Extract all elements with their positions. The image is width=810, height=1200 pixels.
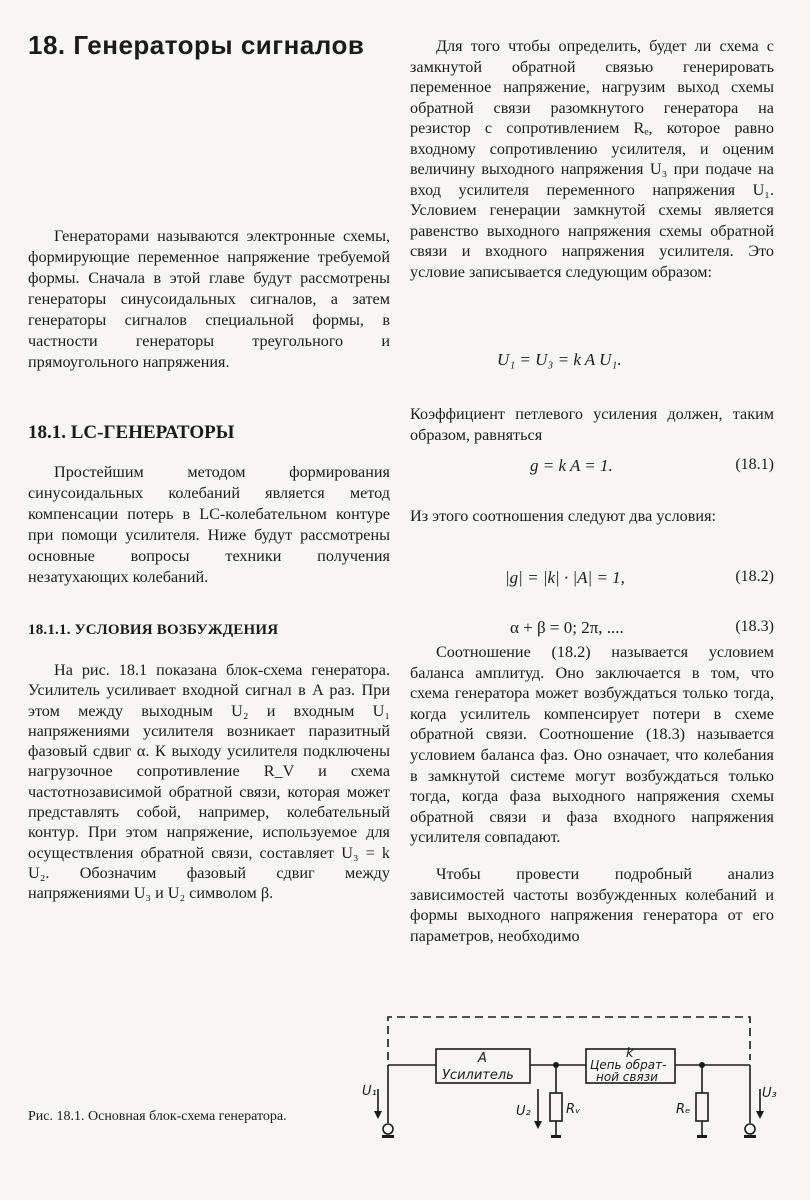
amp-label: Усилитель — [442, 1068, 514, 1083]
right-paragraph-1: Для того чтобы определить, будет ли схема с замкнутой обратной связью генерировать переменное напряжение, нагрузим выход схемы обратной связи разомкнутого генератора на резистор с сопротивлением Rₑ, которое равно входному сопротивлению усилителя, и оценим величину выходного напряжения U₃ при подаче на вход усилителя переменного напряжения U₁. Условием генерации замкнутой схемы является равенство выходного напряжения схемы обратной связи и входного напряжения усилителя. Это условие записывается следующим образом: — [410, 37, 774, 281]
right-paragraph-2: Соотношение (18.2) называется условием баланса амплитуд. Оно заключается в том, что схема генератора может возбуждаться только тогда, когда усилитель компенсирует потери в схеме обратной связи. Соотношение (18.3) называется условием баланса фаз. Оно означает, что колебания в замкнутой системе могут возбуждаться только тогда, когда фаза выходного напряжения схемы обратной связи и фаза входного напряжения усилителя совпадают. — [410, 643, 774, 847]
rv-label: Rᵥ — [566, 1102, 581, 1117]
ground-rv — [551, 1135, 561, 1138]
figure-caption: Рис. 18.1. Основная блок-схема генератора. — [28, 1109, 287, 1124]
block-diagram — [350, 1005, 780, 1155]
ground-re — [697, 1135, 707, 1138]
output-terminal — [745, 1124, 755, 1134]
fb-symbol: k — [626, 1046, 634, 1061]
re-resistor — [696, 1093, 708, 1121]
equation-18-1-number: (18.1) — [735, 456, 774, 473]
amp-symbol: A — [478, 1051, 487, 1066]
fb-label-line1: Цепь обрат- — [590, 1058, 667, 1072]
two-conditions-text: Из этого соотношения следуют два условия: — [410, 507, 717, 525]
u2-label: U₂ — [516, 1104, 531, 1119]
subsection-title: 18.1.1. УСЛОВИЯ ВОЗБУЖДЕНИЯ — [28, 622, 279, 638]
feedback-loop-line — [388, 1017, 750, 1060]
section-title: 18.1. LC-ГЕНЕРАТОРЫ — [28, 422, 235, 443]
equation-18-1-row — [410, 456, 774, 480]
u3-arrow-head — [756, 1111, 764, 1119]
intro-paragraph: Генераторами называются электронные схемы, формирующие переменное напряжение требуемой формы. Сначала в этой главе будут рассмотрены генераторы синусоидальных сигналов, а затем генераторы сигналов специальной формы, в частности генераторы треугольного и прямоугольного напряжения. — [28, 227, 390, 371]
u1-label: U₁ — [362, 1084, 377, 1099]
rv-resistor — [550, 1093, 562, 1121]
fb-label-line2: ной связи — [596, 1070, 658, 1084]
ground-left — [382, 1135, 394, 1138]
equation-18-2: |g| = |k| · |A| = 1, — [505, 568, 625, 587]
chapter-title: 18. Генераторы сигналов — [28, 30, 365, 60]
ground-right — [744, 1135, 756, 1138]
loop-gain-text: Коэффициент петлевого усиления должен, таким образом, равняться — [410, 405, 774, 444]
equation-18-2-number: (18.2) — [735, 568, 774, 585]
re-label: Rₑ — [676, 1102, 691, 1117]
equation-18-1: g = k A = 1. — [530, 456, 613, 475]
u3-label: U₃ — [762, 1086, 777, 1101]
right-paragraph-3: Чтобы провести подробный анализ зависимостей частоты возбужденных колебаний и формы выходного напряжения генератора от его параметров, необходимо — [410, 865, 774, 945]
section-intro-paragraph: Простейшим методом формирования синусоидальных колебаний является метод компенсации потерь в LC-колебательном контуре при помощи усилителя. Ниже будут рассмотрены основные вопросы техники получения незатухающих колебаний. — [28, 463, 390, 586]
equation-18-3: α + β = 0; 2π, .... — [510, 618, 624, 637]
u1-arrow-head — [374, 1111, 382, 1119]
input-terminal — [383, 1124, 393, 1134]
equation-18-3-number: (18.3) — [735, 618, 774, 635]
junction-dot-rv — [553, 1062, 559, 1068]
left-body-paragraph: На рис. 18.1 показана блок-схема генератора. Усилитель усиливает входной сигнал в A раз. При этом между выходным U₂ и входным U₁ напряжениями усилителя возникает паразитный фазовый сдвиг α. К выходу усилителя подключены нагрузочное сопротивление R_V и схема частотнозависимой обратной связи, которая может представлять собой, например, колебательный контур. При этом напряжение, используемое для осуществления обратной связи, составляет U₃ = k U₂. Обозначим фазовый сдвиг между напряжениями U₃ и U₂ символом β. — [28, 661, 390, 903]
equation-18-3-row — [410, 618, 774, 642]
u2-arrow-head — [534, 1121, 542, 1129]
equation-main: U₁ = U₃ = k A U₁. — [497, 350, 622, 369]
junction-dot-re — [699, 1062, 705, 1068]
equation-18-2-row — [410, 568, 774, 592]
